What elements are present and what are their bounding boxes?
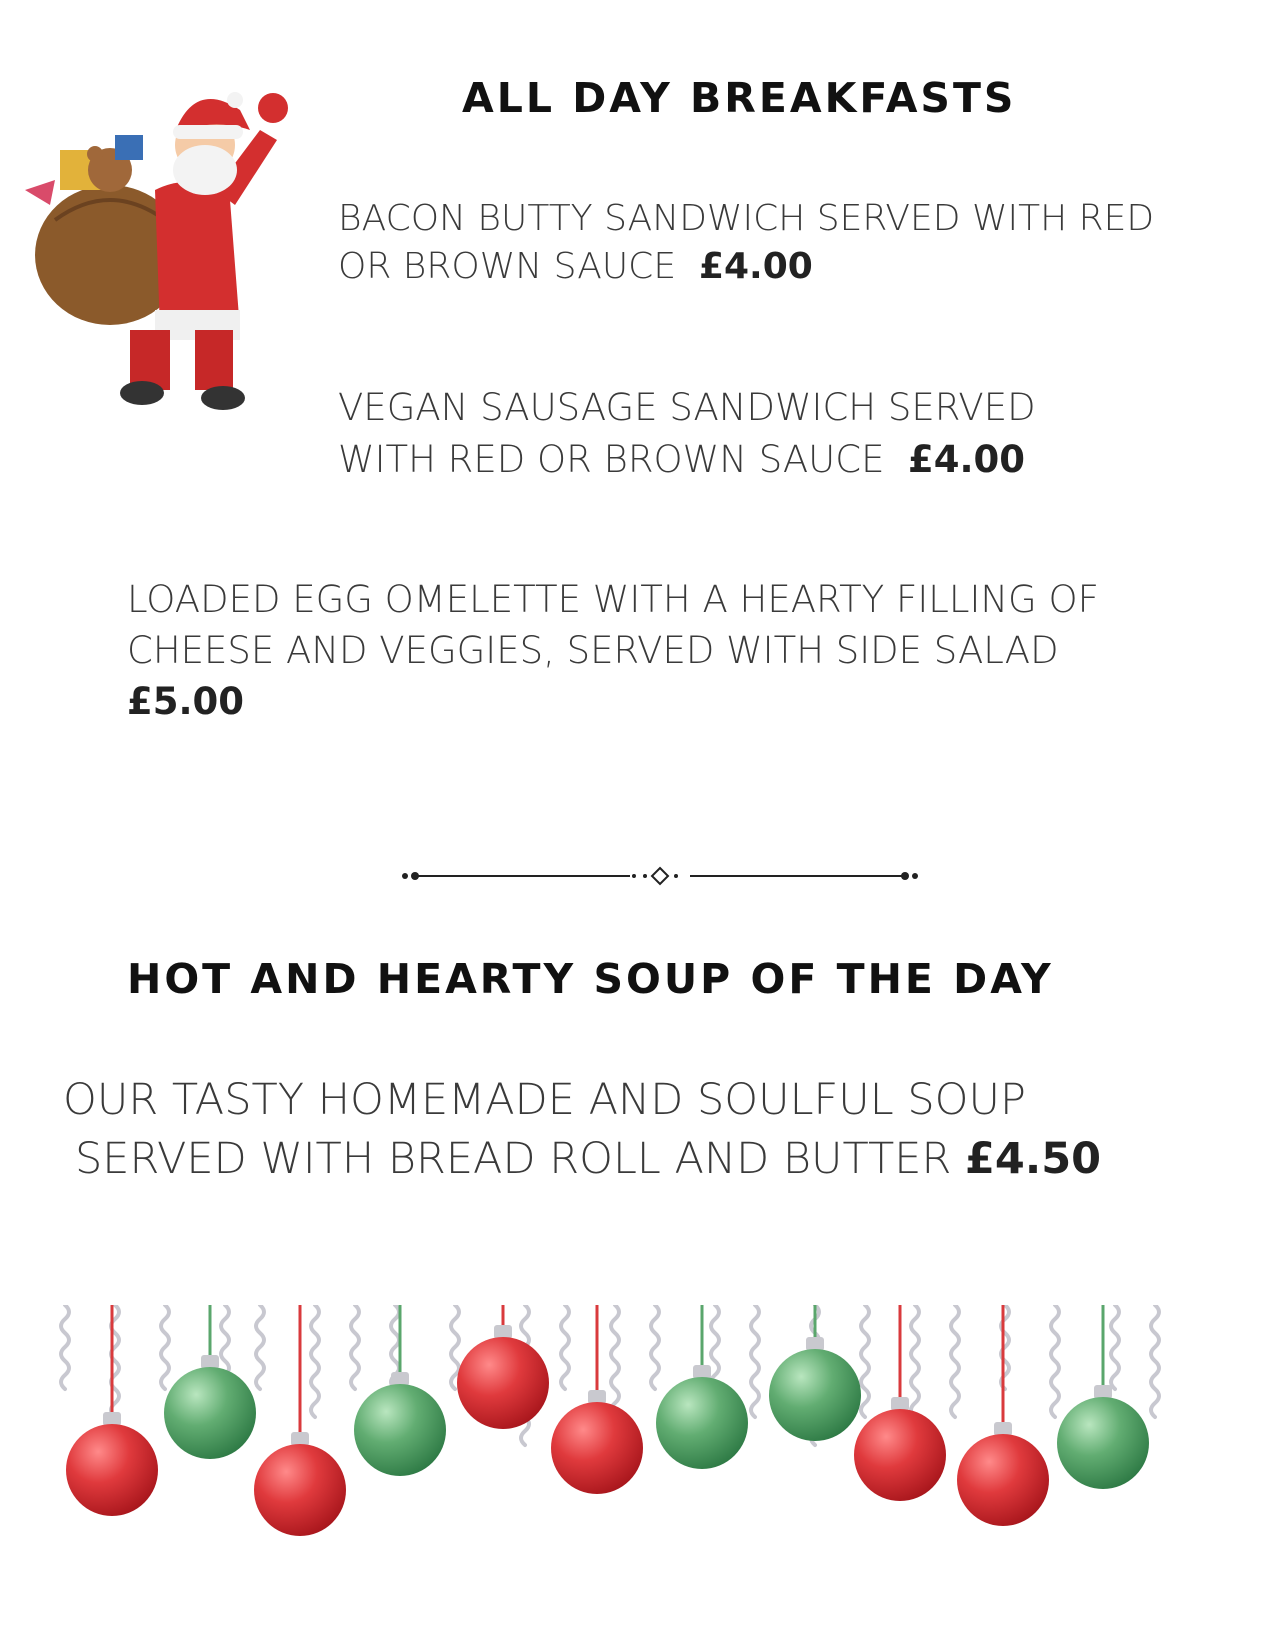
ribbon-swirl bbox=[1151, 1305, 1159, 1417]
ribbon-swirl bbox=[351, 1305, 359, 1389]
bauble-cap bbox=[806, 1337, 824, 1351]
bauble-cap bbox=[693, 1365, 711, 1379]
ribbon-swirl bbox=[751, 1305, 759, 1417]
green-bauble bbox=[769, 1349, 861, 1441]
menu-item-omelette bbox=[127, 574, 1099, 727]
ribbon-swirl bbox=[61, 1305, 69, 1389]
bauble-cap bbox=[1094, 1385, 1112, 1399]
ribbon-swirl bbox=[1111, 1305, 1119, 1389]
item-line: LOADED EGG OMELETTE WITH A HEARTY FILLING OF bbox=[127, 578, 1099, 621]
green-bauble bbox=[656, 1377, 748, 1469]
hanging-christmas-baubles bbox=[55, 1305, 1220, 1570]
green-bauble bbox=[354, 1384, 446, 1476]
bauble-cap bbox=[201, 1355, 219, 1369]
red-bauble bbox=[254, 1444, 346, 1536]
red-bauble bbox=[854, 1409, 946, 1501]
item-line: VEGAN SAUSAGE SANDWICH SERVED bbox=[338, 386, 1036, 429]
bauble-cap bbox=[588, 1390, 606, 1404]
bauble-cap bbox=[291, 1432, 309, 1446]
green-bauble bbox=[164, 1367, 256, 1459]
item-line: SERVED WITH BREAD ROLL AND BUTTER £4.50 bbox=[75, 1134, 1102, 1184]
menu-item-bacon-butty bbox=[338, 195, 1154, 291]
item-line: OUR TASTY HOMEMADE AND SOULFUL SOUP bbox=[63, 1075, 1026, 1125]
item-line: CHEESE AND VEGGIES, SERVED WITH SIDE SALAD bbox=[127, 629, 1059, 672]
item-price: £4.00 bbox=[908, 438, 1026, 481]
item-line: BACON BUTTY SANDWICH SERVED WITH RED bbox=[338, 198, 1155, 239]
red-bauble bbox=[551, 1402, 643, 1494]
ribbon-swirl bbox=[561, 1305, 569, 1389]
ribbon-swirl bbox=[256, 1305, 264, 1389]
item-price: £4.50 bbox=[965, 1134, 1102, 1184]
item-price: £5.00 bbox=[127, 680, 245, 723]
red-bauble bbox=[457, 1337, 549, 1429]
ribbon-swirl bbox=[311, 1305, 319, 1417]
green-bauble bbox=[1057, 1397, 1149, 1489]
item-line: OR BROWN SAUCE £4.00 bbox=[338, 246, 813, 287]
red-bauble bbox=[957, 1434, 1049, 1526]
bauble-cap bbox=[994, 1422, 1012, 1436]
santa-claus-illustration bbox=[15, 70, 305, 430]
ribbon-swirl bbox=[161, 1305, 169, 1389]
ribbon-swirl bbox=[951, 1305, 959, 1417]
menu-item-soup bbox=[63, 1071, 1101, 1189]
breakfast-heading: ALL DAY BREAKFASTS bbox=[462, 74, 1017, 122]
menu-item-vegan-sausage bbox=[338, 382, 1036, 486]
soup-heading: HOT AND HEARTY SOUP OF THE DAY bbox=[127, 955, 1054, 1003]
ribbon-swirl bbox=[861, 1305, 869, 1417]
bauble-cap bbox=[103, 1412, 121, 1426]
ribbon-swirl bbox=[651, 1305, 659, 1389]
ribbon-swirl bbox=[1051, 1305, 1059, 1417]
red-bauble bbox=[66, 1424, 158, 1516]
bauble-cap bbox=[494, 1325, 512, 1339]
item-price: £4.00 bbox=[698, 246, 813, 287]
bauble-cap bbox=[391, 1372, 409, 1386]
bauble-cap bbox=[891, 1397, 909, 1411]
item-line: WITH RED OR BROWN SAUCE £4.00 bbox=[338, 438, 1026, 481]
ornamental-divider bbox=[400, 864, 920, 888]
